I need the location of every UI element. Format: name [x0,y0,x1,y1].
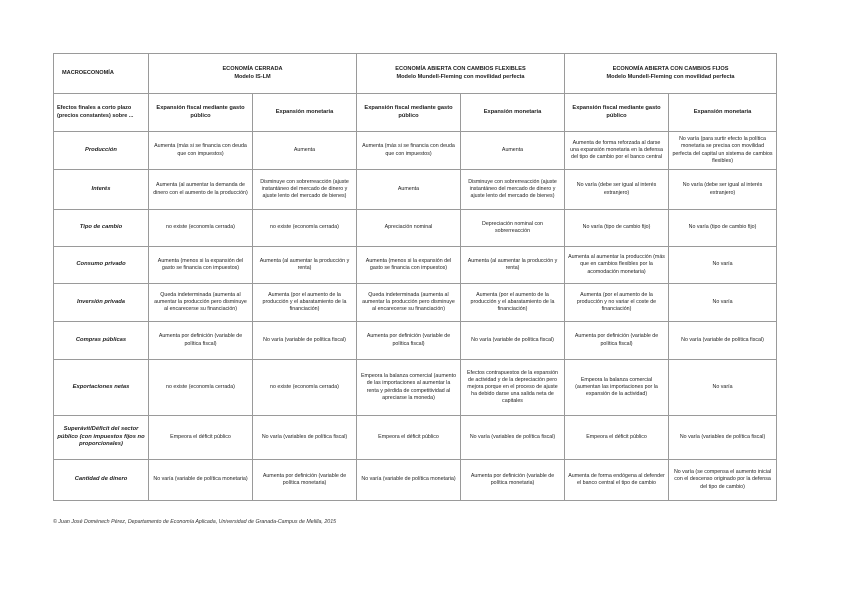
table-cell: Aumenta (por el aumento de la producción y no variar el coste de financiación) [565,284,669,322]
copyright-footer: © Juan José Doménech Pérez, Departamento de Economía Aplicada, Universidad de Granada-Campus de Melilla, 2015 [53,519,337,525]
table-cell: Empeora el déficit público [149,416,253,460]
table-cell: Aumenta (al aumentar la demanda de dinero con el aumento de la producción) [149,170,253,210]
corner-label: Efectos finales a corto plazo (precios constantes) sobre ... [54,94,149,132]
table-cell: no existe (economía cerrada) [253,360,357,416]
table-cell: Aumenta de forma endógena al defender el banco central el tipo de cambio [565,460,669,501]
table-cell: Efectos contrapuestos de la expansión de actividad y de la depreciación pero mejora porque en el proceso de ajuste ha debido darse una salida neta de capitales [461,360,565,416]
table-cell: Aumenta por definición (variable de política monetaria) [461,460,565,501]
table-cell: Aumenta por definición (variable de política fiscal) [357,322,461,360]
table-row [54,322,777,360]
table-cell: Aumenta [253,132,357,170]
subheader-cell: Expansión fiscal mediante gasto público [149,94,253,132]
table-cell: No varía [669,360,777,416]
table-cell: Aumenta (más si se financia con deuda que con impuestos) [357,132,461,170]
header-row [54,54,777,94]
table-cell: Empeora la balanza comercial (aumento de las importaciones al aumentar la renta y pérdida de competitividad al apreciarse la moneda) [357,360,461,416]
group-title: ECONOMÍA CERRADA [222,65,283,72]
table-cell: Queda indeterminada (aumenta al aumentar la producción pero disminuye al encarecerse su financiación) [149,284,253,322]
row-label: Consumo privado [54,247,149,284]
macro-summary-table [53,53,777,501]
table-cell: Aumenta (al aumentar la producción y renta) [461,247,565,284]
table-cell: Aumenta [461,132,565,170]
table-cell: Aumenta por definición (variable de política fiscal) [565,322,669,360]
group-header-fixed [565,54,777,94]
table-cell: No varía (variable de política monetaria) [357,460,461,501]
table-cell: Aumenta [357,170,461,210]
table-cell: Aumenta (al aumentar la producción y renta) [253,247,357,284]
subheader-cell: Expansión monetaria [461,94,565,132]
row-label: Inversión privada [54,284,149,322]
table-cell: Aumenta (menos si la expansión del gasto se financia con impuestos) [357,247,461,284]
table-cell: No varía (variable de política fiscal) [461,322,565,360]
table-row [54,210,777,247]
table-cell: No varía (para surtir efecto la política monetaria se precisa con movilidad perfecta del capital un sistema de cambios flexibles) [669,132,777,170]
table-cell: No varía (variable de política monetaria) [149,460,253,501]
group-model: Modelo Mundell-Fleming con movilidad perfecta [606,73,735,80]
table-row [54,170,777,210]
table-cell: No varía (tipo de cambio fijo) [565,210,669,247]
table-cell: Depreciación nominal con sobrerreacción [461,210,565,247]
table-row [54,360,777,416]
group-model: Modelo IS-LM [234,73,271,80]
subheader-cell: Expansión monetaria [669,94,777,132]
table-cell: No varía (tipo de cambio fijo) [669,210,777,247]
subheader-cell: Expansión fiscal mediante gasto público [357,94,461,132]
table-row [54,247,777,284]
table-title: MACROECONOMÍA [54,54,149,94]
table-cell: Queda indeterminada (aumenta al aumentar la producción pero disminuye al encarecerse su financiación) [357,284,461,322]
table-cell: Empeora la balanza comercial (aumentan las importaciones por la expansión de la actividad) [565,360,669,416]
table-cell: Aumenta (por el aumento de la producción y el abaratamiento de la financiación) [461,284,565,322]
table-cell: Aumenta (más si se financia con deuda que con impuestos) [149,132,253,170]
table-cell: No varía (variables de política fiscal) [461,416,565,460]
table-cell: No varía (se compensa el aumento inicial con el descenso originado por la defensa del tipo de cambio) [669,460,777,501]
table-cell: Disminuye con sobrerreacción (ajuste instantáneo del mercado de dinero y ajuste lento del mercado de bienes) [253,170,357,210]
table-cell: No varía (variable de política fiscal) [669,322,777,360]
row-label: Superávit/Déficit del sector público (con impuestos fijos no proporcionales) [54,416,149,460]
table-cell: Aumenta por definición (variable de política fiscal) [149,322,253,360]
table-cell: Apreciación nominal [357,210,461,247]
table-cell: No varía (variables de política fiscal) [669,416,777,460]
group-header-closed [149,54,357,94]
subheader-cell: Expansión fiscal mediante gasto público [565,94,669,132]
row-label: Compras públicas [54,322,149,360]
table-cell: Empeora el déficit público [565,416,669,460]
table-cell: Aumenta de forma reforzada al darse una expansión monetaria en la defensa del tipo de cambio por el banco central [565,132,669,170]
table-row [54,132,777,170]
table-cell: Aumenta (por el aumento de la producción y el abaratamiento de la financiación) [253,284,357,322]
row-label: Cantidad de dinero [54,460,149,501]
table-cell: Aumenta (menos si la expansión del gasto se financia con impuestos) [149,247,253,284]
group-title: ECONOMÍA ABIERTA CON CAMBIOS FIJOS [612,65,729,72]
table-cell: No varía [669,284,777,322]
table-cell: Aumenta por definición (variable de política monetaria) [253,460,357,501]
table-cell: Empeora el déficit público [357,416,461,460]
subheader-row [54,94,777,132]
table-cell: no existe (economía cerrada) [149,210,253,247]
table-row [54,460,777,501]
row-label: Exportaciones netas [54,360,149,416]
row-label: Producción [54,132,149,170]
table-row [54,284,777,322]
table-cell: No varía (debe ser igual al interés extranjero) [565,170,669,210]
row-label: Interés [54,170,149,210]
group-header-flexible [357,54,565,94]
table-row [54,416,777,460]
row-label: Tipo de cambio [54,210,149,247]
table-cell: No varía (variables de política fiscal) [253,416,357,460]
group-model: Modelo Mundell-Fleming con movilidad perfecta [396,73,525,80]
group-title: ECONOMÍA ABIERTA CON CAMBIOS FLEXIBLES [395,65,526,72]
table-cell: No varía (variable de política fiscal) [253,322,357,360]
table-cell: Aumenta al aumentar la producción (más que en cambios flexibles por la acomodación monetaria) [565,247,669,284]
table-cell: Disminuye con sobrerreacción (ajuste instantáneo del mercado de dinero y ajuste lento del mercado de bienes) [461,170,565,210]
table-cell: No varía [669,247,777,284]
table-cell: no existe (economía cerrada) [253,210,357,247]
table-cell: No varía (debe ser igual al interés extranjero) [669,170,777,210]
subheader-cell: Expansión monetaria [253,94,357,132]
table-cell: no existe (economía cerrada) [149,360,253,416]
